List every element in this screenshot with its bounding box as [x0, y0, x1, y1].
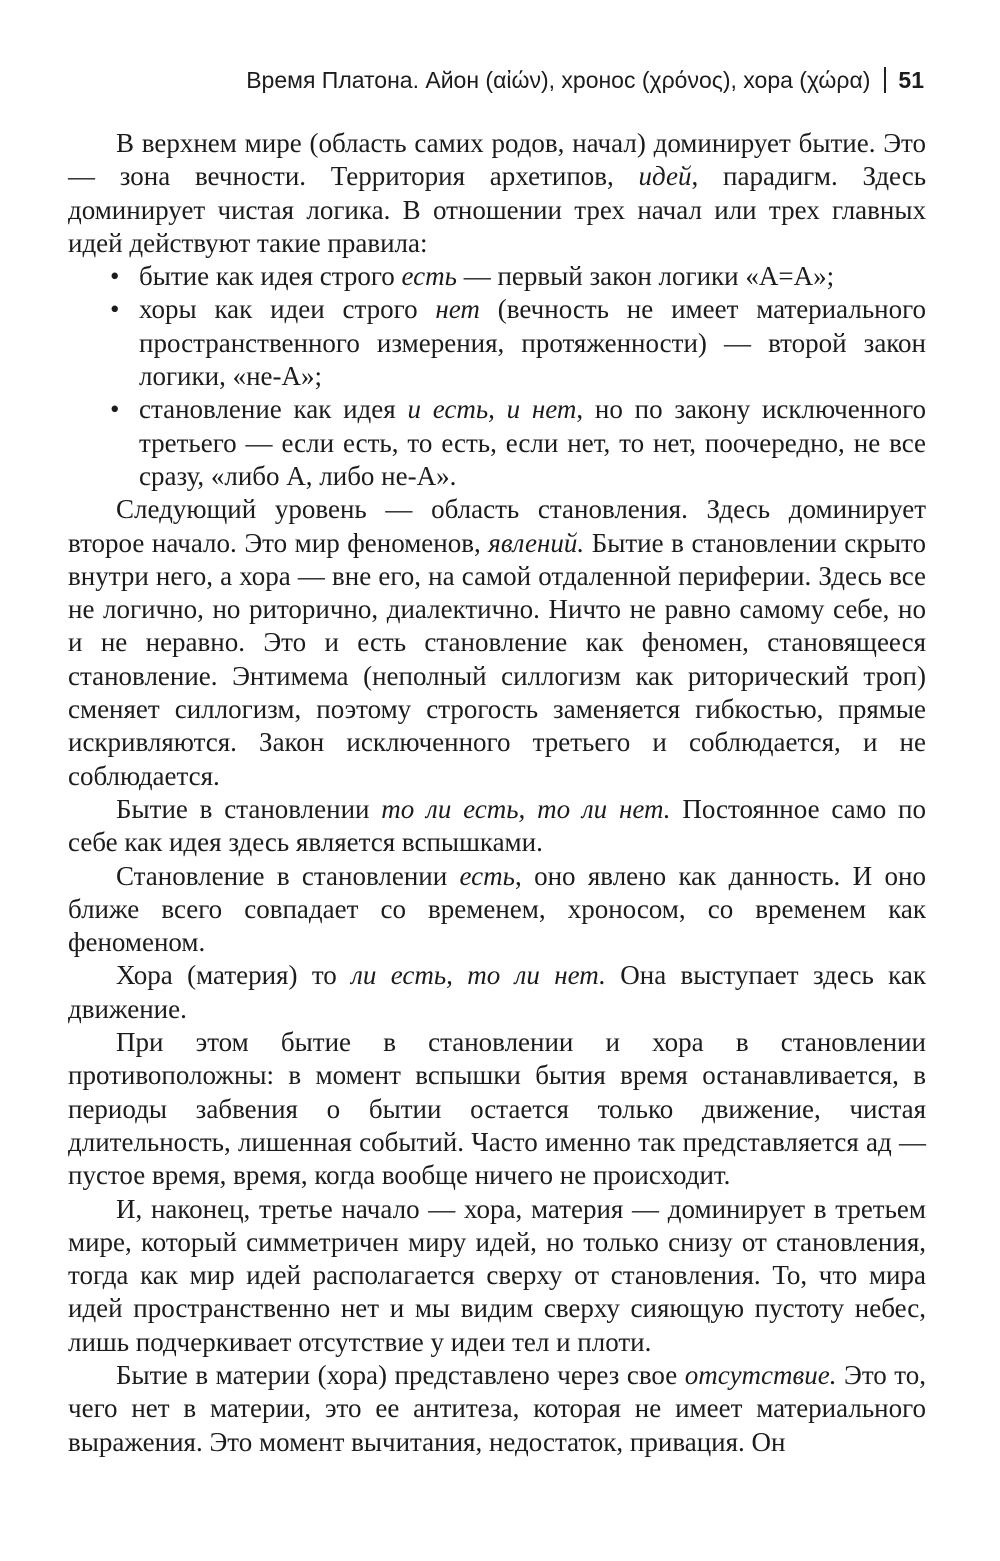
- text-run: В верхнем мире (область самих родов, начал) доминирует бытие. Это — зона вечности. Территория архетипов,: [68, 128, 926, 192]
- text-run: Бытие в становлении: [116, 793, 382, 824]
- text-run: Постоянное само по себе как идея здесь является вспышками.: [68, 793, 926, 858]
- bullet-icon: •: [110, 261, 120, 292]
- text-run: Хора (материя) то: [116, 960, 352, 991]
- page-number: 51: [898, 67, 924, 93]
- bullet-icon: •: [110, 394, 120, 425]
- running-header: [60, 62, 924, 98]
- text-run: Это то, чего нет в материи, это ее антитеза, которая не имеет материального выражения. Это момент вычитания, недостаток, привация. Он: [68, 1359, 927, 1457]
- italic-run: ли есть, то ли нет.: [351, 960, 606, 991]
- paragraph-1: [68, 127, 926, 260]
- bullet-icon: •: [110, 294, 120, 325]
- italic-run: отсутствие.: [684, 1359, 837, 1390]
- paragraph-6: При этом бытие в становлении и хора в становлении противоположны: в момент вспышки бытия время останавливается, в периоды забвения о бытии остается только движение, чистая длительность, лишенная событий. Часто именно так представляется ад — пустое время, время, когда вообще ничего не происходит.: [68, 1027, 926, 1191]
- body-text: [68, 127, 926, 1459]
- header-separator: [884, 67, 886, 93]
- text-run: Бытие в становлении скрыто внутри него, а хора — вне его, на самой отдаленной периферии. Здесь все не логично, но риторично, диалектично. Ничто не равно самому себе, но и не неравно. Это и есть становление как феномен, становящееся становление. Энтимема (неполный силлогизм как риторический троп) сменяет силлогизм, поэтому строгость заменяется гибкостью, прямые искривляются. Закон исключенного третьего и соблюдается, и не соблюдается.: [68, 527, 926, 791]
- running-title: Время Платона. Айон (αἰών), хронос (χρόνος), хора (χώρα): [246, 67, 871, 93]
- paragraph-3: [68, 793, 926, 860]
- rules-list: [68, 260, 926, 493]
- text-run: (вечность не имеет материального пространственного измерения, протяженности) — второй закон логики, «не-А»;: [139, 294, 926, 392]
- paragraph-5: [68, 959, 926, 1026]
- text-run: , парадигм. Здесь доминирует чистая логика. В отношении трех начал или трех главных идей действуют такие правила:: [68, 161, 927, 258]
- paragraph-2: [68, 493, 926, 793]
- text-run: , оно явлено как данность. И оно ближе всего совпадает со временем, хроносом, со временем как феноменом.: [68, 860, 926, 958]
- list-item: [110, 260, 926, 293]
- italic-run: есть: [401, 261, 457, 292]
- text-run: Следующий уровень — область становления. Здесь доминирует второе начало. Это мир феноменов,: [68, 494, 926, 558]
- text-run: бытие как идея строго: [139, 261, 402, 292]
- italic-run: нет: [435, 294, 480, 325]
- list-item: [110, 293, 926, 393]
- text-run: Она выступает здесь как движение.: [68, 960, 926, 1024]
- paragraph-8: [68, 1359, 926, 1459]
- italic-run: и есть, и нет: [407, 394, 577, 425]
- text-run: Бытие в материи (хора) представлено через свое: [116, 1359, 685, 1390]
- italic-run: идей: [638, 161, 692, 192]
- italic-run: есть: [459, 860, 515, 891]
- text-run: становление как идея: [139, 394, 408, 425]
- list-item: [110, 393, 926, 493]
- text-run: хоры как идеи строго: [139, 294, 436, 325]
- paragraph-4: [68, 860, 926, 960]
- text-run: Становление в становлении: [116, 860, 460, 891]
- text-run: , но по закону исключенного третьего — если есть, то есть, если нет, то нет, поочередно, не все сразу, «либо А, либо не-А».: [139, 394, 926, 491]
- text-run: — первый закон логики «А=А»;: [456, 261, 835, 292]
- italic-run: то ли есть, то ли нет.: [381, 793, 671, 824]
- italic-run: явлений.: [488, 527, 585, 558]
- paragraph-7: И, наконец, третье начало — хора, материя — доминирует в третьем мире, который симметричен миру идей, но только снизу от становления, тогда как мир идей располагается сверху от становления. То, что мира идей пространственно нет и мы видим сверху сияющую пустоту небес, лишь подчеркивает отсутствие у идеи тел и плоти.: [68, 1193, 926, 1357]
